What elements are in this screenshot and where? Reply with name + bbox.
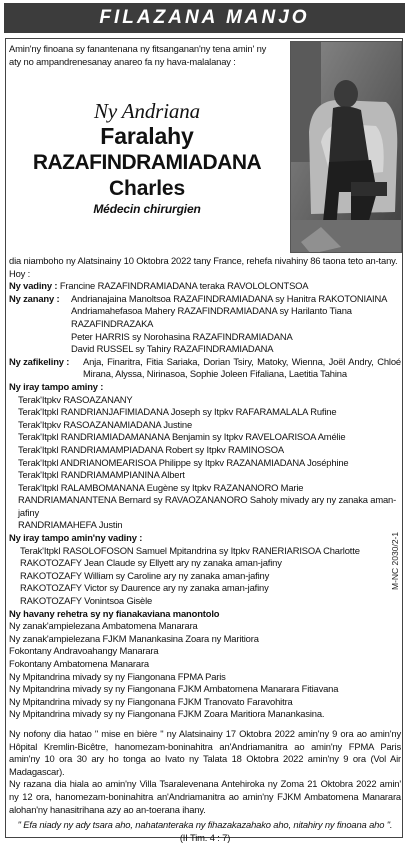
bible-quote: " Efa niady ny ady tsara aho, nahatanteraka ny fihazakazahako aho, nitahiry ny finoana aho ".	[17, 819, 393, 831]
deceased-title	[9, 99, 285, 217]
spouse-name: Francine RAZAFINDRAMIADANA teraka RAVOLOLONTSOA	[59, 280, 309, 292]
grandchildren-row	[9, 356, 401, 381]
list-item: Ny Mpitandrina mivady sy ny Fiangonana FJKM Tranovato Faravohitra	[9, 695, 293, 707]
relatives-label: Ny havany rehetra sy ny fianakaviana manontolo	[9, 607, 220, 619]
list-item: Terak'Itpkl RANDRIAMAMPIANINA Albert	[18, 469, 185, 481]
portrait-image	[291, 42, 402, 253]
list-item: David RUSSEL sy Tahiry RAZAFINDRAMIADANA	[71, 343, 274, 355]
deceased-middle-name: Charles	[109, 177, 185, 200]
portrait-photo	[290, 41, 402, 253]
list-item: Fokontany Andravoahangy Manarara	[9, 645, 159, 657]
list-item: Ny Mpitandrina mivady sy ny Fiangonana FJKM Zoara Maritiora Manankasina.	[9, 708, 325, 720]
deceased-first-name: Faralahy	[100, 123, 194, 149]
grandchildren-label: Ny zafikeliny :	[9, 355, 70, 367]
list-item: RAKOTOZAFY Vonintsoa Gisèle	[20, 595, 153, 607]
death-notice: dia niamboho ny Alatsinainy 10 Oktobra 2022 tany France, rehefa nivahiny 86 taona teto an-tany.	[9, 255, 398, 266]
bible-reference: (II Tim. 4 : 7)	[179, 831, 231, 843]
children-label: Ny zanany :	[9, 292, 60, 304]
hoy-label: Hoy :	[9, 267, 31, 279]
grandchildren-names: Anja, Finaritra, Fitia Sariaka, Dorian Tsiry, Matoky, Wienna, Joël Andry, Chloé Mirana, Alyssa, Nirinasoa, Sophie Joleen Fifaliana, Laetitia Tahina	[83, 355, 401, 380]
list-item: Terak'Itpkl RANDRIAMAMPIADANA Robert sy Itpkv RAMINOSOA	[18, 443, 284, 455]
honorific: Ny Andriana	[94, 99, 200, 123]
list-item: Andrianajaina Manoltsoa RAZAFINDRAMIADANA sy Hanitra RAKOTONIAINA	[71, 292, 388, 304]
children-row	[9, 293, 401, 356]
funeral-paragraph-2: Ny razana dia hiala ao amin'ny Villa Tsaralevenana Antehiroka ny Zoma 21 Oktobra 2022 amin' ny 12 ora, hanomezam-boninahitra an'Andriamanitra ao amin'ny FJKM Ambatomena Manarara alohan'ny hanasitrihana azy ao an-toerana ihany.	[9, 778, 401, 815]
list-item: Fokontany Ambatomena Manarara	[9, 658, 150, 669]
list-item: Terak'Itpkv RASOAZANAMIADANA Justine	[18, 418, 193, 430]
spouse-label: Ny vadiny :	[9, 280, 58, 292]
reference-code: M-NC 2030/2-1	[390, 531, 400, 590]
notice-body	[9, 255, 401, 844]
spouse-row	[9, 280, 401, 293]
siblings-label: Ny iray tampo aminy :	[9, 380, 104, 392]
list-item: Ny Mpitandrina mivady sy ny Fiangonana FPMA Paris	[9, 670, 226, 682]
list-item: RANDRIAMANANTENA Bernard sy RAVAOZANANORO Saholy mivady ary ny zanaka aman-jafiny	[18, 494, 397, 518]
list-item: Ny Mpitandrina mivady sy ny Fiangonana FJKM Ambatomena Manarara Fitiavana	[9, 683, 339, 695]
list-item: Terak'Itpkl RANDRIANJAFIMIADANA Joseph sy Itpkv RAFARAMALALA Rufine	[18, 406, 337, 418]
list-item: Peter HARRIS sy Norohasina RAZAFINDRAMIADANA	[71, 330, 293, 342]
list-item: RAKOTOZAFY Jean Claude sy Ellyett ary ny zanaka aman-jafiny	[20, 557, 282, 569]
list-item: Ny zanak'ampielezana FJKM Manankasina Zoara ny Maritiora	[9, 632, 259, 644]
header-banner	[4, 3, 405, 33]
list-item: Andriamahefasoa Mahery RAZAFINDRAMIADANA sy Harilanto Tiana RAZAFINDRAZAKA	[71, 305, 352, 329]
spouse-siblings-label: Ny iray tampo amin'ny vadiny :	[9, 532, 143, 544]
list-item: Terak'Itpkl RASOLOFOSON Samuel Mpitandrina sy Itpkv RANERIARISOA Charlotte	[20, 544, 360, 556]
list-item: Terak'Itpkl RALAMBOMANANA Eugène sy Itpkv RAZANANORO Marie	[18, 481, 304, 493]
list-item: Terak'Itpkl ANDRIANOMEARISOA Philippe sy Itpkv RAZANAMIADANA Joséphine	[18, 456, 349, 468]
list-item: RANDRIAMAHEFA Justin	[18, 519, 123, 531]
deceased-profession: Médecin chirurgien	[93, 202, 201, 216]
funeral-paragraph-1: Ny nofony dia hatao " mise en bière " ny Alatsinainy 17 Oktobra 2022 amin'ny 9 ora ao amin'ny Hôpital Kremlin-Bicêtre, hanomezam-boninahitra an'Andriamanitra ao amin'ny FPMA Paris amin'ny 10 ora 30 ary ho tonga ao Ivato ny Talata 18 Oktobra 2022 amin'ny 9 ora (Vol Air Madagascar).	[9, 727, 401, 777]
list-item: Terak'Itpkv RASOAZANANY	[18, 393, 133, 405]
list-item: RAKOTOZAFY William sy Caroline ary ny zanaka aman-jafiny	[20, 569, 270, 581]
list-item: Terak'Itpkl RANDRIAMIADAMANANA Benjamin sy Itpkv RAVELOARISOA Amélie	[18, 431, 346, 443]
deceased-surname: RAZAFINDRAMIADANA	[32, 151, 262, 174]
list-item: RAKOTOZAFY Victor sy Daurence ary ny zanaka aman-jafiny	[20, 582, 269, 594]
page-title: FILAZANA MANJO	[99, 7, 310, 28]
intro-text: Amin'ny finoana sy fanantenana ny fitsanganan'ny tena amin' ny aty no ampandrenesanay anareo fa ny hava-malalanay :	[9, 43, 267, 67]
list-item: Ny zanak'ampielezana Ambatomena Manarara	[9, 620, 198, 632]
